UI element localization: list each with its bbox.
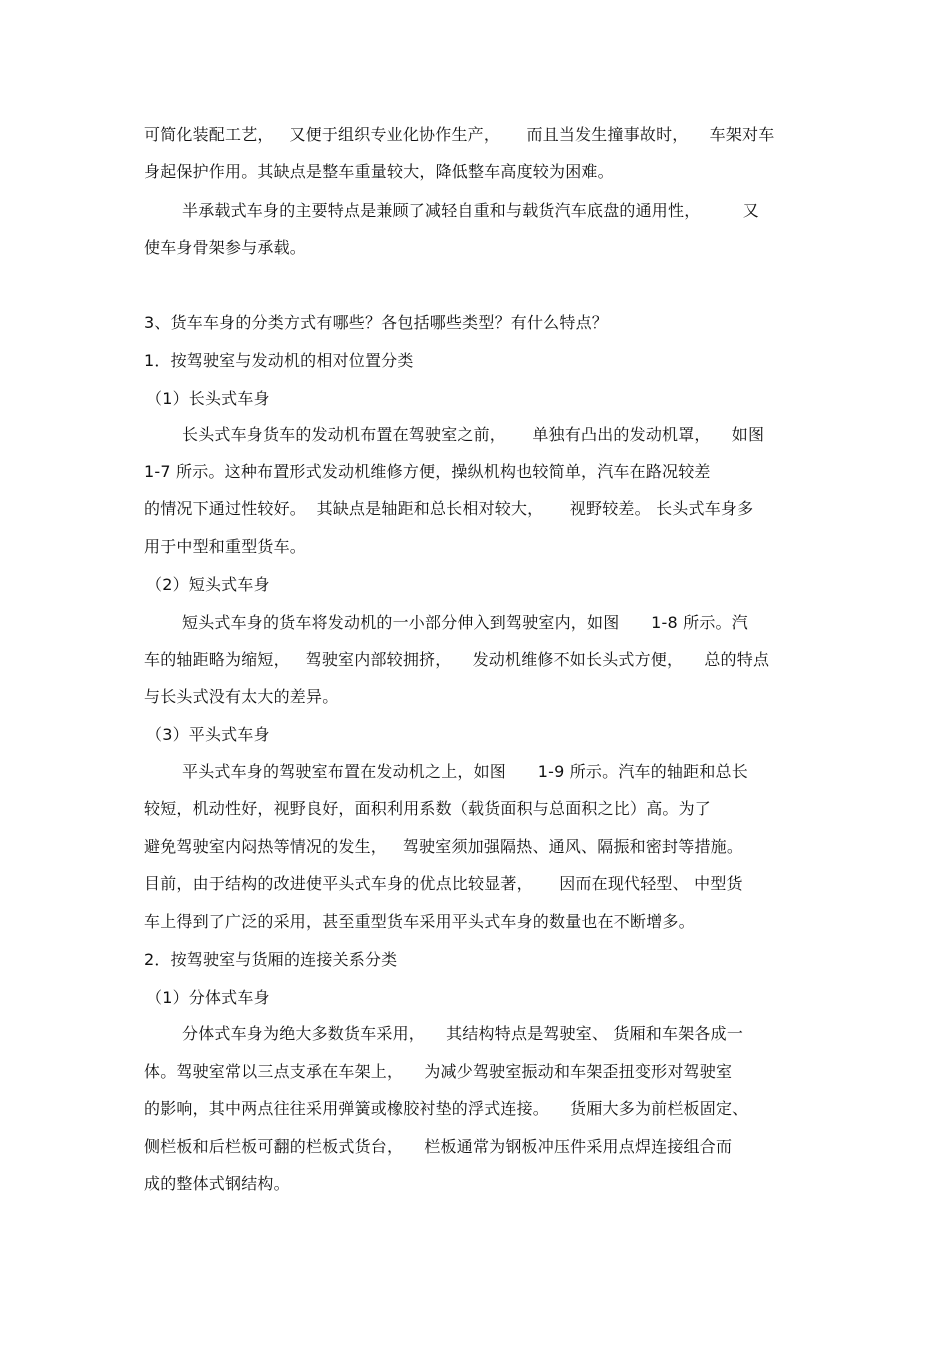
paragraph-line: 目前，由于结构的改进使平头式车身的优点比较显著， 因而在现代轻型、 中型货 — [144, 874, 743, 893]
paragraph-line: 车上得到了广泛的采用，甚至重型货车采用平头式车身的数量也在不断增多。 — [144, 912, 695, 931]
paragraph-line: 平头式车身的驾驶室布置在发动机之上，如图 1-9 所示。汽车的轴距和总长 — [182, 762, 748, 781]
paragraph-line: 较短，机动性好，视野良好，面积利用系数（载货面积与总面积之比）高。为了 — [144, 799, 712, 818]
section-heading: 2．按驾驶室与货厢的连接关系分类 — [144, 950, 398, 969]
paragraph-line: 使车身骨架参与承载。 — [144, 238, 307, 257]
subsection-heading: （1）分体式车身 — [146, 988, 270, 1007]
question-heading: 3、货车车身的分类方式有哪些？各包括哪些类型？有什么特点？ — [144, 313, 608, 332]
paragraph-line: 半承载式车身的主要特点是兼顾了减轻自重和与载货汽车底盘的通用性， 又 — [182, 201, 759, 220]
paragraph-line: 1-7 所示。这种布置形式发动机维修方便，操纵机构也较简单，汽车在路况较差 — [144, 462, 711, 481]
paragraph-line: 分体式车身为绝大多数货车采用， 其结构特点是驾驶室、 货厢和车架各成一 — [182, 1024, 744, 1043]
paragraph-line: 用于中型和重型货车。 — [144, 537, 307, 556]
paragraph-line: 避免驾驶室内闷热等情况的发生， 驾驶室须加强隔热、通风、隔振和密封等措施。 — [144, 837, 744, 856]
paragraph-line: 的情况下通过性较好。 其缺点是轴距和总长相对较大， 视野较差。 长头式车身多 — [144, 499, 754, 518]
paragraph-line: 车的轴距略为缩短， 驾驶室内部较拥挤， 发动机维修不如长头式方便， 总的特点 — [144, 650, 770, 669]
subsection-heading: （3）平头式车身 — [146, 725, 270, 744]
subsection-heading: （1）长头式车身 — [146, 389, 270, 408]
paragraph-line: 短头式车身的货车将发动机的一小部分伸入到驾驶室内，如图 1-8 所示。汽 — [182, 613, 748, 632]
paragraph-line: 可简化装配工艺， 又便于组织专业化协作生产， 而且当发生撞事故时， 车架对车 — [144, 125, 775, 144]
paragraph-line: 的影响，其中两点往往采用弹簧或橡胶衬垫的浮式连接。 货厢大多为前栏板固定、 — [144, 1099, 749, 1118]
paragraph-line: 长头式车身货车的发动机布置在驾驶室之前， 单独有凸出的发动机罩， 如图 — [182, 425, 765, 444]
paragraph-line: 体。驾驶室常以三点支承在车架上， 为减少驾驶室振动和车架歪扭变形对驾驶室 — [144, 1062, 733, 1081]
paragraph-line: 成的整体式钢结构。 — [144, 1174, 290, 1193]
paragraph-line: 侧栏板和后栏板可翻的栏板式货台， 栏板通常为钢板冲压件采用点焊连接组合而 — [144, 1137, 733, 1156]
section-heading: 1．按驾驶室与发动机的相对位置分类 — [144, 351, 414, 370]
paragraph-line: 身起保护作用。其缺点是整车重量较大，降低整车高度较为困难。 — [144, 162, 614, 181]
subsection-heading: （2）短头式车身 — [146, 575, 270, 594]
paragraph-line: 与长头式没有太大的差异。 — [144, 687, 339, 706]
